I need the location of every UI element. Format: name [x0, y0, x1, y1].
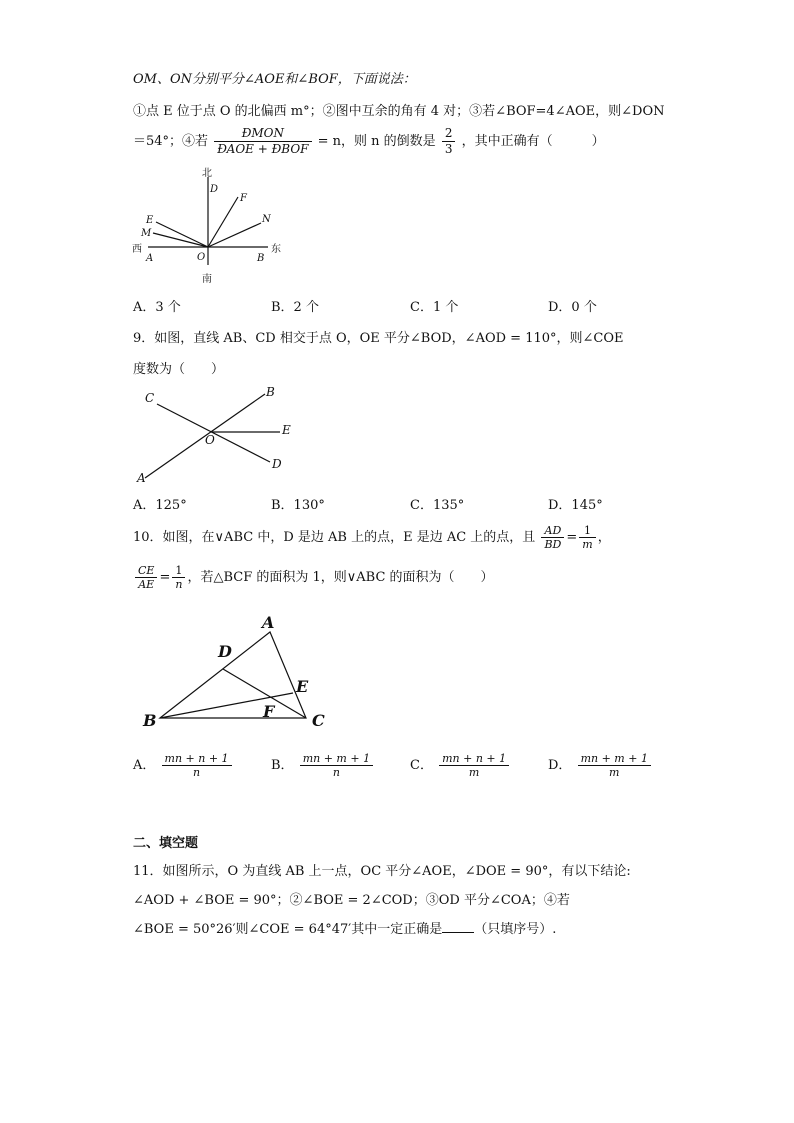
label-b: B — [266, 385, 275, 399]
q10-option-a-den: n — [193, 766, 201, 779]
q11-line3-pre: ∠BOE = 50°26′则∠COE = 64°47′其中一定正确是 — [133, 922, 443, 937]
q11-line3 — [133, 918, 556, 937]
label-d: D — [218, 642, 232, 661]
label-east: 东 — [271, 244, 281, 255]
q10-f3-den: AE — [138, 578, 155, 591]
q8-line3-pre: ＝54°；④若 — [133, 134, 209, 149]
q10-line2-post: ，若△BCF 的面积为 1，则∨ABC 的面积为（ ） — [187, 570, 494, 585]
ray-on — [208, 223, 261, 247]
label-f: F — [240, 193, 247, 204]
q10-frac-1-m — [579, 524, 595, 551]
q9-figure — [135, 380, 305, 490]
q10-frac-1-n — [172, 564, 185, 591]
ray-oe — [156, 222, 208, 247]
q8-recip-num: 2 — [442, 126, 456, 142]
q8-line3-mid: = n，则 n 的倒数是 — [317, 134, 436, 149]
label-a: A — [137, 471, 146, 485]
label-a: A — [262, 613, 275, 632]
q10-line1-post: ， — [597, 530, 611, 545]
q10-option-d-label: D． — [548, 758, 572, 773]
q8-compass-figure — [128, 165, 298, 290]
q10-option-b-frac — [300, 752, 373, 779]
q10-option-b-num: mn + m + 1 — [300, 752, 373, 766]
q10-option-c-den: m — [468, 766, 480, 779]
q9-option-d[interactable]: D．145° — [548, 498, 603, 513]
q10-option-b-den: n — [332, 766, 340, 779]
q10-option-a[interactable] — [133, 752, 234, 779]
q9-line2: 度数为（ ） — [133, 362, 225, 377]
q10-f1-num: AD — [541, 524, 564, 538]
q8-frac-den: ÐAOE + ÐBOF — [217, 142, 309, 156]
q8-frac-num: ÐMON — [214, 126, 311, 142]
q10-line1 — [133, 524, 611, 551]
label-north: 北 — [202, 168, 212, 179]
q10-triangle-figure — [138, 608, 338, 738]
q11-line3-post: （只填序号）. — [474, 922, 557, 937]
q8-option-b[interactable]: B．2 个 — [271, 300, 319, 315]
q10-line1-pre: 10．如图，在∨ABC 中，D 是边 AB 上的点，E 是边 AC 上的点，且 — [133, 530, 536, 545]
q8-line2: ①点 E 位于点 O 的北偏西 m°；②图中互余的角有 4 对；③若∠BOF=4∠AOE，则∠DON — [133, 104, 665, 119]
q8-option-c[interactable]: C．1 个 — [410, 300, 459, 315]
q10-f2-num: 1 — [579, 524, 595, 538]
q10-option-a-num: mn + n + 1 — [162, 752, 232, 766]
label-n: N — [262, 214, 271, 225]
label-south: 南 — [202, 274, 212, 285]
q8-fraction — [214, 126, 311, 157]
ray-of — [208, 197, 238, 247]
q10-option-d-num: mn + m + 1 — [578, 752, 651, 766]
q8-option-d[interactable]: D．0 个 — [548, 300, 597, 315]
q10-eq1: = — [566, 530, 578, 545]
q8-line3 — [133, 126, 605, 157]
q11-line1: 11．如图所示，O 为直线 AB 上一点，OC 平分∠AOE，∠DOE = 90°，有以下结论: — [133, 864, 631, 879]
q10-eq2: = — [159, 570, 171, 585]
q10-option-c-frac — [439, 752, 509, 779]
label-c: C — [312, 711, 325, 730]
label-c: C — [145, 391, 155, 405]
q10-f4-den: n — [175, 578, 183, 591]
answer-blank[interactable] — [442, 920, 474, 933]
q10-frac-ad-bd — [541, 524, 564, 551]
label-b: B — [257, 253, 265, 264]
q10-option-c-num: mn + n + 1 — [439, 752, 509, 766]
q11-line2: ∠AOD + ∠BOE = 90°；②∠BOE = 2∠COD；③OD 平分∠COA；④若 — [133, 893, 570, 908]
label-west: 西 — [132, 244, 142, 255]
q10-option-c-label: C． — [410, 758, 433, 773]
section-heading: 二、填空题 — [133, 836, 199, 851]
q9-option-b[interactable]: B．130° — [271, 498, 325, 513]
label-b: B — [143, 711, 157, 730]
q10-option-a-frac — [162, 752, 232, 779]
q8-reciprocal — [442, 126, 456, 157]
q10-option-a-label: A． — [133, 758, 156, 773]
label-d: D — [272, 457, 282, 471]
q10-option-c[interactable] — [410, 752, 511, 779]
q8-recip-den: 3 — [444, 142, 453, 156]
q10-f2-den: m — [582, 538, 593, 551]
q9-line1: 9．如图，直线 AB、CD 相交于点 O，OE 平分∠BOD，∠AOD = 110°，则∠COE — [133, 331, 624, 346]
q8-line1: OM、ON分别平分∠AOE和∠BOF，下面说法： — [133, 72, 416, 87]
label-o: O — [197, 252, 206, 263]
q10-option-b-label: B． — [271, 758, 294, 773]
q10-frac-ce-ae — [135, 564, 157, 591]
label-a: A — [146, 253, 154, 264]
q10-option-b[interactable] — [271, 752, 375, 779]
q8-line3-post: ，其中正确有（ ） — [461, 134, 605, 149]
q10-line2 — [133, 564, 494, 591]
label-e: E — [146, 215, 154, 226]
label-o: O — [205, 433, 215, 447]
q10-f1-den: BD — [544, 538, 562, 551]
q10-option-d-den: m — [609, 766, 620, 779]
q10-option-d[interactable] — [548, 752, 653, 779]
ray-om — [153, 233, 208, 247]
label-d: D — [210, 184, 219, 195]
q9-option-c[interactable]: C．135° — [410, 498, 465, 513]
label-e: E — [296, 677, 309, 696]
label-m: M — [141, 228, 152, 239]
q9-option-a[interactable]: A．125° — [133, 498, 187, 513]
label-e: E — [282, 423, 291, 437]
q10-option-d-frac — [578, 752, 651, 779]
q10-f4-num: 1 — [172, 564, 185, 578]
label-f: F — [263, 702, 275, 721]
q8-option-a[interactable]: A．3 个 — [133, 300, 181, 315]
q10-f3-num: CE — [135, 564, 157, 578]
